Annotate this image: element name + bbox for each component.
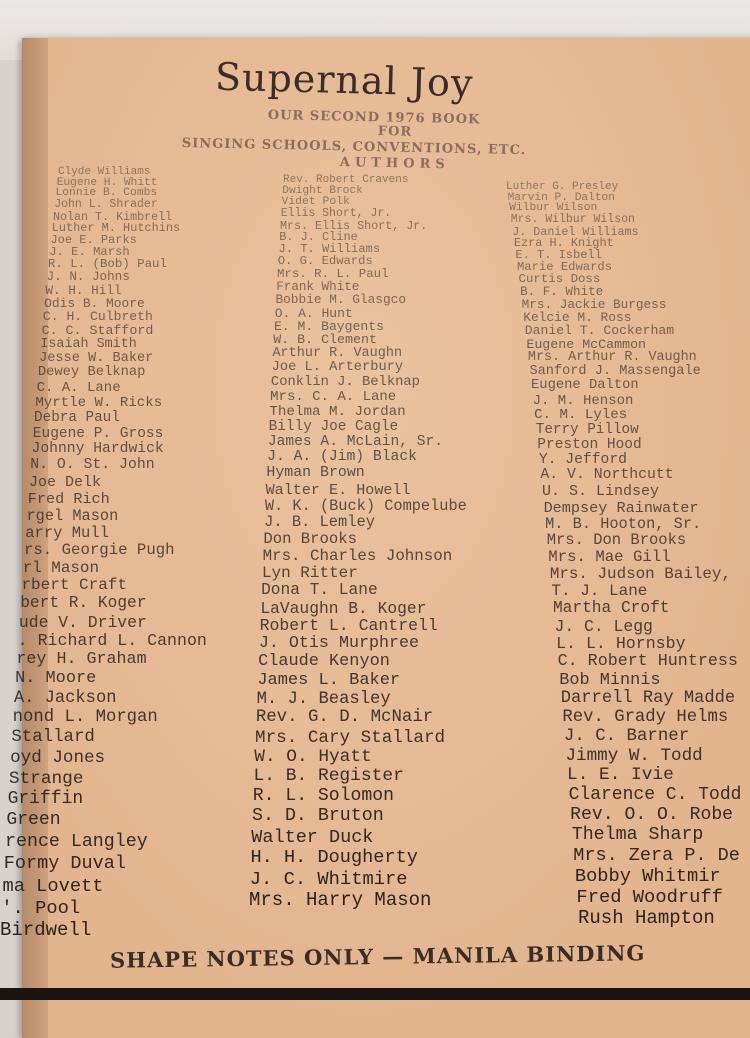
author-name: Jimmy W. Todd <box>565 745 703 766</box>
author-name: Rev. Robert Cravens <box>283 174 409 186</box>
author-name: Nolan T. Kimbrell <box>52 209 173 224</box>
author-name: Birdwell <box>0 919 92 941</box>
author-name: M. J. Beasley <box>256 689 391 709</box>
author-name: Mrs. Ellis Short, Jr. <box>279 218 428 233</box>
author-name: Bobby Whitmir <box>574 865 721 888</box>
author-name: Rev. G. D. McNair <box>255 708 434 728</box>
author-name: W. K. (Buck) Compelube <box>264 496 467 515</box>
author-name: Joe L. Arterbury <box>271 360 404 376</box>
author-name: Clyde Williams <box>58 166 151 178</box>
author-name: W. H. Hill <box>45 282 122 298</box>
author-name: Claude Kenyon <box>258 652 390 672</box>
author-name: Johnny Hardwick <box>31 441 164 458</box>
author-name: N. O. St. John <box>30 457 155 474</box>
author-name: W. O. Hyatt <box>254 746 372 767</box>
author-name: Mrs. Wilbur Wilson <box>510 213 635 227</box>
author-name: J. C. Barner <box>563 726 690 746</box>
author-name: S. D. Bruton <box>252 806 384 827</box>
author-name: rs. Georgie Pugh <box>23 541 175 560</box>
author-name: E. T. Isbell <box>515 248 602 263</box>
author-name: J. C. Whitmire <box>249 867 408 890</box>
author-name: Lonnie B. Combs <box>55 187 158 200</box>
author-name: Eugene McCammon <box>526 336 647 352</box>
author-name: James A. McLain, Sr. <box>267 433 444 450</box>
author-name: L. L. Hornsby <box>556 634 686 654</box>
author-name: Mrs. Mae Gill <box>548 548 671 567</box>
author-name: E. M. Baygents <box>273 318 384 334</box>
author-name: Eugene P. Gross <box>32 425 164 442</box>
author-name: Joe E. Parks <box>50 232 137 247</box>
author-name: Stallard <box>11 728 95 748</box>
author-name: J. M. Henson <box>532 392 634 409</box>
author-name: Bob Minnis <box>559 670 661 690</box>
author-name: Hyman Brown <box>266 464 365 481</box>
author-name: LaVaughn B. Koger <box>260 598 427 618</box>
author-name: R. L. Solomon <box>252 786 394 807</box>
author-name: Dewey Belknap <box>37 365 146 381</box>
author-name: J. C. Legg <box>554 616 653 636</box>
author-name: Walter E. Howell <box>265 480 411 499</box>
author-name: C. M. Lyles <box>534 407 628 424</box>
author-name: Preston Hood <box>537 436 642 453</box>
author-name: Curtis Doss <box>518 272 601 287</box>
author-name: Mrs. Judson Bailey, <box>549 564 731 583</box>
author-name: ma Lovett <box>2 874 104 897</box>
author-name: J. A. (Jim) Black <box>267 449 417 466</box>
author-name: Fred Woodruff <box>576 886 723 909</box>
author-name: Sanford J. Massengale <box>529 364 701 380</box>
author-name: rgel Mason <box>26 506 119 525</box>
author-name: J. E. Marsh <box>49 244 130 259</box>
author-name: Frank White <box>276 279 360 294</box>
author-name: Thelma Sharp <box>571 824 704 845</box>
author-name: Kelcie M. Ross <box>523 310 632 326</box>
author-name: Billy Joe Cagle <box>268 418 399 435</box>
author-name: J. B. Lemley <box>264 513 375 532</box>
author-name: Bobbie M. Glasgco <box>275 292 407 308</box>
author-name: Ellis Short, Jr. <box>280 207 392 221</box>
author-name: Arthur R. Vaughn <box>272 346 403 362</box>
author-name: Marvin P. Dalton <box>507 191 615 204</box>
author-name: O. A. Hunt <box>274 305 353 321</box>
author-name: Wilbur Wilson <box>509 202 598 215</box>
author-name: Walter Duck <box>251 826 374 848</box>
author-name: John L. Shrader <box>54 198 158 212</box>
author-name: Marie Edwards <box>516 260 613 275</box>
author-name: Daniel T. Cockerham <box>524 323 675 339</box>
author-name: Conklin J. Belknap <box>270 374 420 390</box>
author-name: rbert Craft <box>21 576 128 595</box>
author-name: Rev. O. O. Robe <box>570 804 734 825</box>
author-name: Martha Croft <box>552 599 670 618</box>
author-name: L. B. Register <box>253 766 404 787</box>
bottom-edge <box>0 988 750 1000</box>
author-name: Odis B. Moore <box>44 295 145 311</box>
author-name: Fred Rich <box>27 490 110 508</box>
author-name: B. F. White <box>520 284 604 299</box>
author-name: Green <box>6 810 61 831</box>
author-name: J. T. Williams <box>278 242 381 257</box>
author-name: Don Brooks <box>263 529 357 548</box>
author-name: W. B. Clement <box>273 332 377 348</box>
author-name: Dempsey Rainwater <box>543 499 699 517</box>
author-name: L. E. Ivie <box>567 765 674 786</box>
author-name: Ezra H. Knight <box>513 236 614 251</box>
author-name: T. J. Lane <box>551 581 648 600</box>
binding-note: SHAPE NOTES ONLY — MANILA BINDING <box>109 940 646 973</box>
author-name: M. B. Hooton, Sr. <box>545 515 702 534</box>
author-name: Lyn Ritter <box>261 563 358 582</box>
author-name: Darrell Ray Madde <box>560 689 736 709</box>
author-name: Y. Jefford <box>538 451 627 468</box>
subtitle-line-2: FOR <box>377 124 413 140</box>
author-name: Debra Paul <box>34 410 120 427</box>
author-name: Joe Delk <box>29 473 102 491</box>
author-name: Strange <box>8 768 84 789</box>
author-name: Isaiah Smith <box>40 336 137 352</box>
subtitle-line-1: OUR SECOND 1976 BOOK <box>267 108 481 128</box>
author-name: Rush Hampton <box>578 907 715 930</box>
book-title: Supernal Joy <box>214 54 474 106</box>
author-name: U. S. Lindsey <box>542 483 660 501</box>
author-name: J. Daniel Williams <box>512 224 639 239</box>
author-name: Mrs. Arthur R. Vaughn <box>527 350 697 366</box>
author-name: Dona T. Lane <box>261 581 378 600</box>
author-name: Mrs. Cary Stallard <box>255 727 446 748</box>
author-name: R. L. (Bob) Paul <box>47 257 167 272</box>
author-name: C. Robert Huntress <box>557 652 738 672</box>
author-name: Robert L. Cantrell <box>259 616 438 636</box>
author-name: Mrs. Charles Johnson <box>262 546 453 565</box>
author-name: H. H. Dougherty <box>250 847 418 869</box>
author-name: bert R. Koger <box>20 594 147 613</box>
author-name: N. Moore <box>15 669 97 689</box>
author-name: . Richard L. Cannon <box>17 631 207 651</box>
author-name: '. Pool <box>1 896 81 919</box>
author-name: Thelma M. Jordan <box>269 403 406 420</box>
author-name: Mrs. Zera P. De <box>573 844 740 866</box>
author-name: Eugene Dalton <box>531 378 639 394</box>
author-name: Terry Pillow <box>535 421 639 438</box>
author-name: Videt Polk <box>281 195 350 208</box>
author-name: O. G. Edwards <box>277 254 373 269</box>
author-name: Mrs. Jackie Burgess <box>521 297 667 313</box>
author-name: arry Mull <box>25 523 109 542</box>
subtitle-line-3: SINGING SCHOOLS, CONVENTIONS, ETC. <box>181 136 527 159</box>
author-name: Mrs. Harry Mason <box>249 888 432 911</box>
author-name: rence Langley <box>5 831 148 852</box>
authors-heading: AUTHORS <box>339 155 450 173</box>
author-name: nond L. Morgan <box>12 708 158 728</box>
author-name: rey H. Graham <box>16 650 147 670</box>
author-name: A. V. Northcutt <box>540 467 674 484</box>
author-name: B. J. Cline <box>279 230 358 245</box>
author-name: C. H. Culbreth <box>42 309 153 325</box>
author-name: C. A. Lane <box>36 379 121 396</box>
author-name: Formy Duval <box>3 853 126 875</box>
author-name: Dwight Brock <box>282 184 363 197</box>
author-name: Myrtle W. Ricks <box>35 394 163 411</box>
author-name: James L. Baker <box>257 670 401 690</box>
author-name: rl Mason <box>22 558 99 577</box>
author-name: ude V. Driver <box>18 612 147 632</box>
author-name: Mrs. C. A. Lane <box>270 389 397 406</box>
author-name: J. Otis Murphree <box>258 634 420 654</box>
author-name: Griffin <box>7 789 84 810</box>
author-name: oyd Jones <box>10 748 106 769</box>
author-name: Clarence C. Todd <box>568 784 742 805</box>
author-name: Jesse W. Baker <box>39 350 154 366</box>
author-name: Luther G. Presley <box>506 181 619 193</box>
author-name: Eugene H. Whitt <box>56 176 158 189</box>
author-name: Rev. Grady Helms <box>562 707 729 727</box>
author-name: Mrs. Don Brooks <box>546 531 687 550</box>
author-name: C. C. Stafford <box>41 322 154 338</box>
author-name: Mrs. R. L. Paul <box>276 266 389 281</box>
author-name: A. Jackson <box>13 688 117 708</box>
author-name: J. N. Johns <box>46 269 130 284</box>
author-name: Luther M. Hutchins <box>51 221 181 236</box>
